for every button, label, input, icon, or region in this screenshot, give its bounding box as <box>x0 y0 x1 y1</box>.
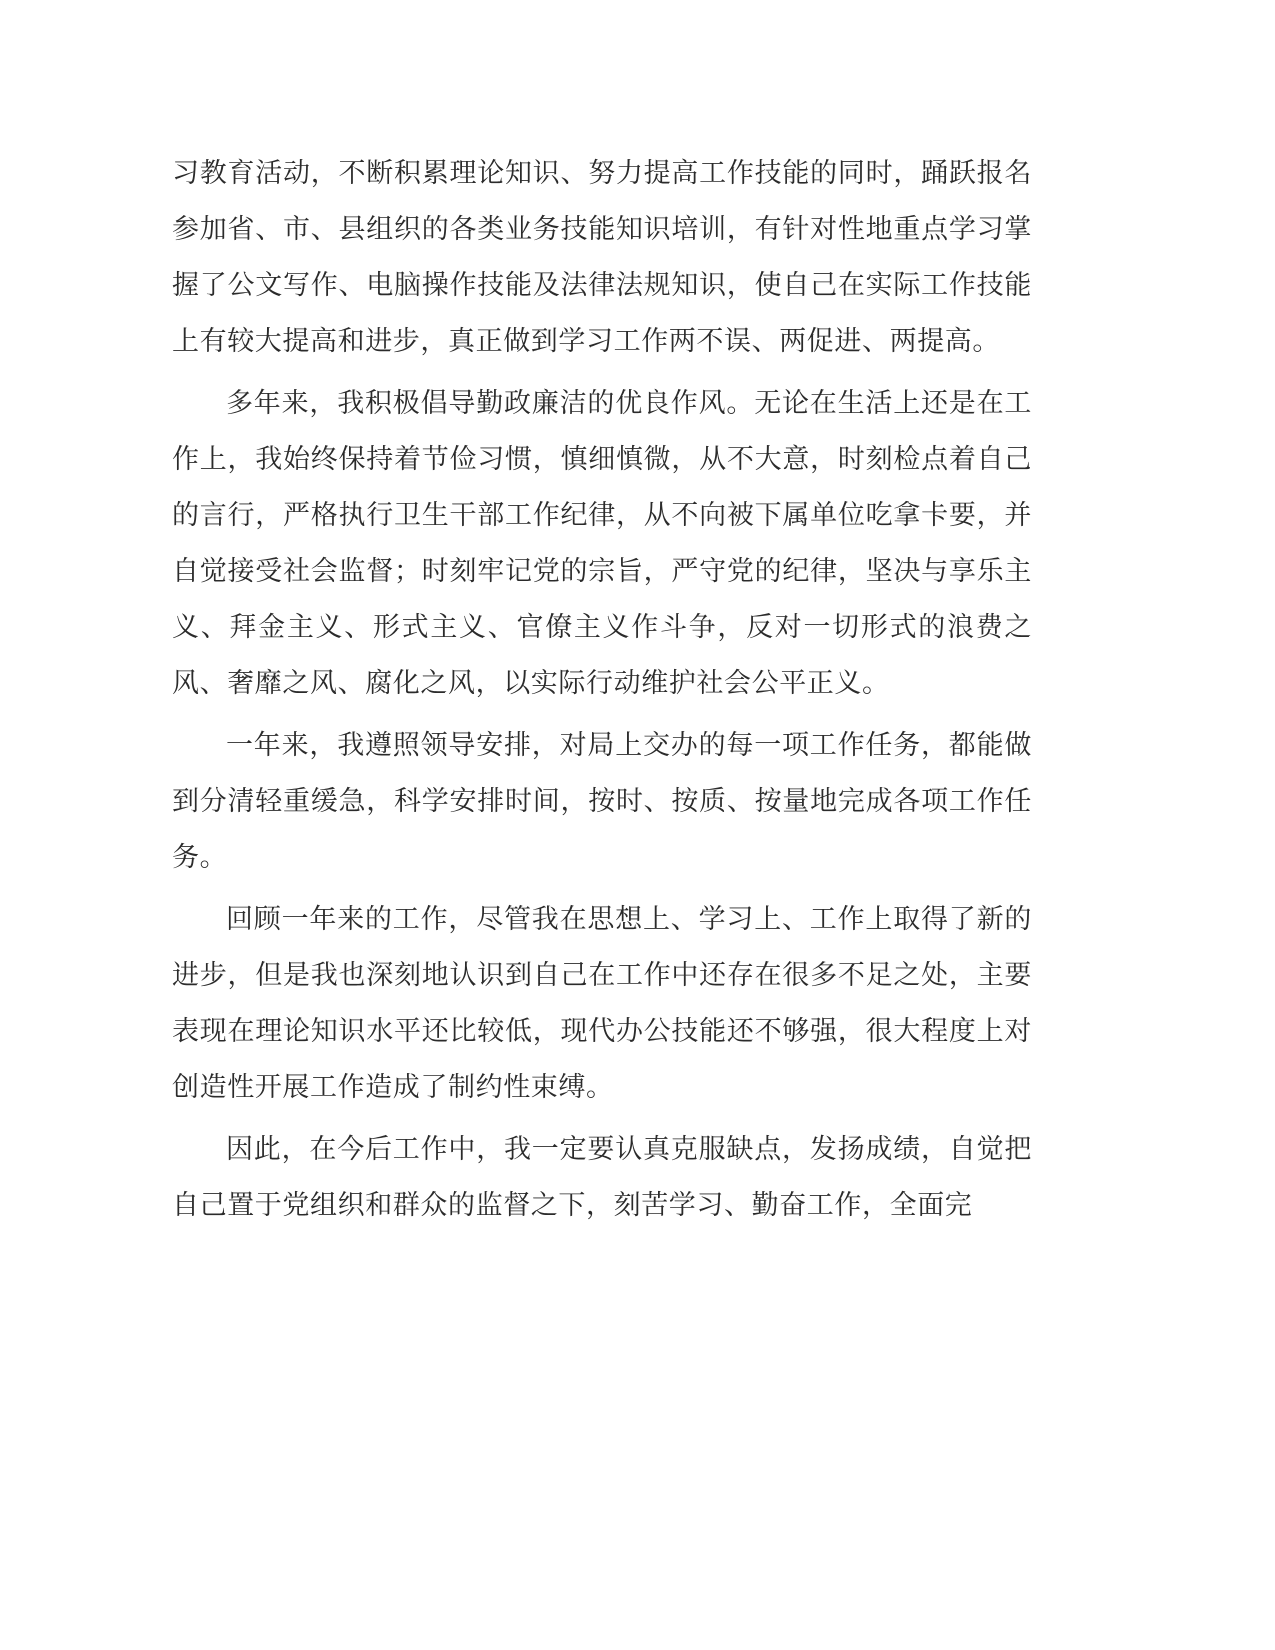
paragraph-review: 回顾一年来的工作，尽管我在思想上、学习上、工作上取得了新的进步，但是我也深刻地认识到自己在工作中还存在很多不足之处，主要表现在理论知识水平还比较低，现代办公技能还不够强，很大程度上对创造性开展工作造成了制约性束缚。 <box>172 904 1032 1103</box>
document-text-column <box>172 146 1032 1234</box>
paragraph-clean-governance: 多年来，我积极倡导勤政廉洁的优良作风。无论在生活上还是在工作上，我始终保持着节俭习惯，慎细慎微，从不大意，时刻检点着自己的言行，严格执行卫生干部工作纪律，从不向被下属单位吃拿卡要，并自觉接受社会监督；时刻牢记党的宗旨，严守党的纪律，坚决与享乐主义、拜金主义、形式主义、官僚主义作斗争，反对一切形式的浪费之风、奢靡之风、腐化之风，以实际行动维护社会公平正义。 <box>172 388 1032 699</box>
paragraph-outlook: 因此，在今后工作中，我一定要认真克服缺点，发扬成绩，自觉把自己置于党组织和群众的监督之下，刻苦学习、勤奋工作，全面完 <box>172 1134 1032 1221</box>
paragraph-continuation: 习教育活动，不断积累理论知识、努力提高工作技能的同时，踊跃报名参加省、市、县组织的各类业务技能知识培训，有针对性地重点学习掌握了公文写作、电脑操作技能及法律法规知识，使自己在实际工作技能上有较大提高和进步，真正做到学习工作两不误、两促进、两提高。 <box>172 158 1032 357</box>
paragraph-task-arrangement: 一年来，我遵照领导安排，对局上交办的每一项工作任务，都能做到分清轻重缓急，科学安排时间，按时、按质、按量地完成各项工作任务。 <box>172 730 1032 873</box>
